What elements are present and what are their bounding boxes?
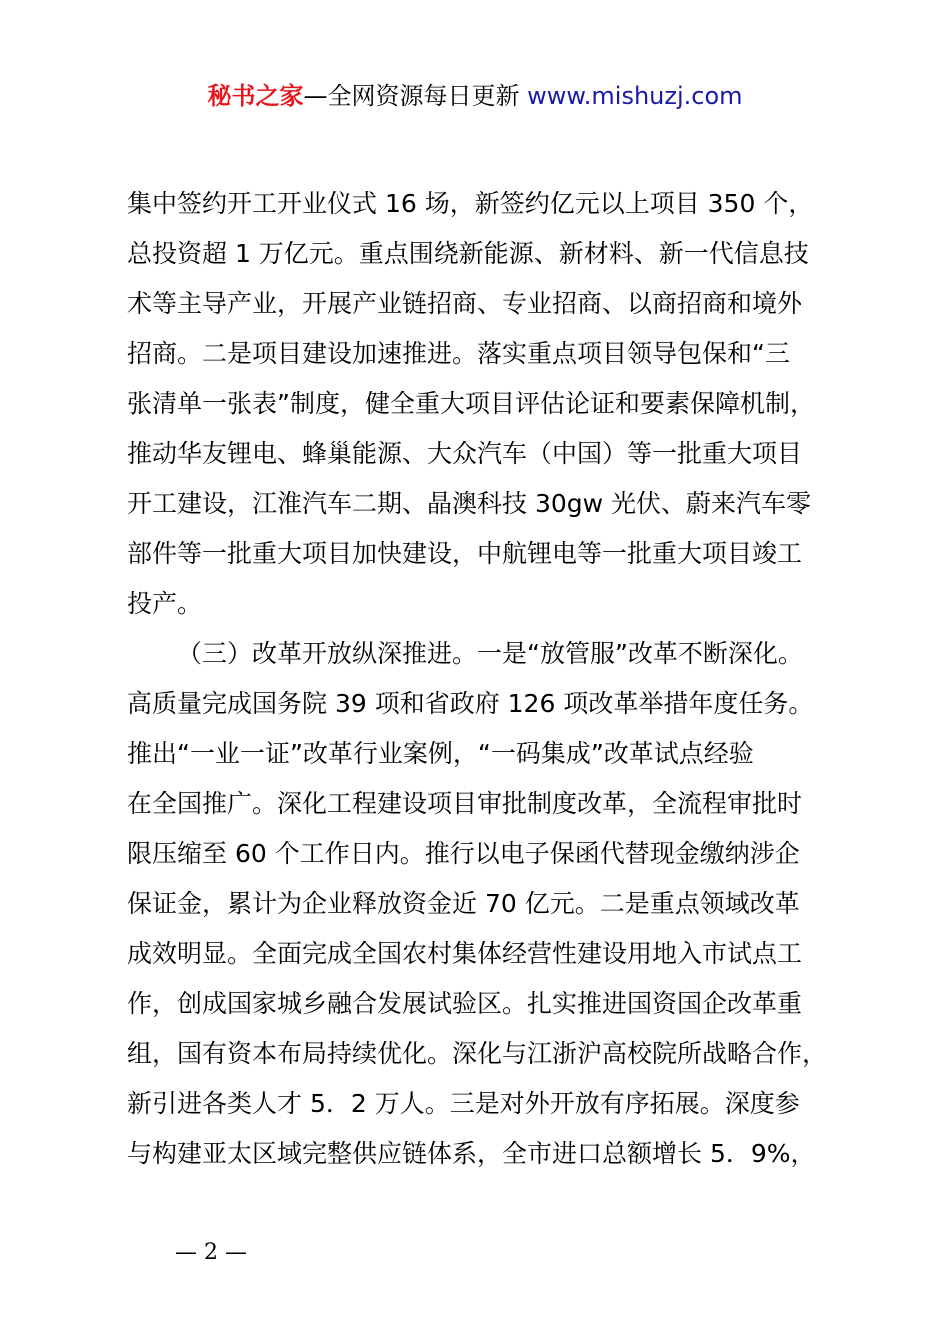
body-line: 张清单一张表”制度，健全重大项目评估论证和要素保障机制， xyxy=(127,389,815,418)
body-line: 组，国有资本布局持续优化。深化与江浙沪高校院所战略合作， xyxy=(127,1039,828,1068)
body-line: 成效明显。全面完成全国农村集体经营性建设用地入市试点工 xyxy=(127,939,803,968)
body-line: 新引进各类人才 5．2 万人。三是对外开放有序拓展。深度参 xyxy=(127,1089,800,1118)
site-header xyxy=(0,78,950,114)
site-tagline: —全网资源每日更新 xyxy=(303,82,528,110)
body-line: 限压缩至 60 个工作日内。推行以电子保函代替现金缴纳涉企 xyxy=(127,839,800,868)
body-line: 推出“一业一证”改革行业案例，“一码集成”改革试点经验 xyxy=(127,739,754,768)
page-number: — 2 — xyxy=(175,1240,247,1265)
body-line: 推动华友锂电、蜂巢能源、大众汽车（中国）等一批重大项目 xyxy=(127,439,803,468)
site-url-link[interactable]: www.mishuzj.com xyxy=(527,82,743,110)
body-line: 高质量完成国务院 39 项和省政府 126 项改革举措年度任务。 xyxy=(127,689,814,718)
body-line: 投产。 xyxy=(127,589,203,618)
body-line: 与构建亚太区域完整供应链体系，全市进口总额增长 5．9%， xyxy=(127,1139,816,1168)
body-line: 开工建设，江淮汽车二期、晶澳科技 30gw 光伏、蔚来汽车零 xyxy=(127,489,812,518)
site-brand: 秘书之家 xyxy=(207,82,304,110)
body-line: 保证金，累计为企业释放资金近 70 亿元。二是重点领域改革 xyxy=(127,889,800,918)
body-line: 术等主导产业，开展产业链招商、专业招商、以商招商和境外 xyxy=(127,289,803,318)
body-line: 部件等一批重大项目加快建设，中航锂电等一批重大项目竣工 xyxy=(127,539,803,568)
body-line: 集中签约开工开业仪式 16 场，新签约亿元以上项目 350 个， xyxy=(127,189,814,218)
body-line: 总投资超 1 万亿元。重点围绕新能源、新材料、新一代信息技 xyxy=(127,239,809,268)
body-line: 招商。二是项目建设加速推进。落实重点项目领导包保和“三 xyxy=(127,339,790,368)
body-line: 在全国推广。深化工程建设项目审批制度改革，全流程审批时 xyxy=(127,789,803,818)
section-heading-line: （三）改革开放纵深推进。一是“放管服”改革不断深化。 xyxy=(177,639,803,668)
body-line: 作，创成国家城乡融合发展试验区。扎实推进国资国企改革重 xyxy=(127,989,803,1018)
